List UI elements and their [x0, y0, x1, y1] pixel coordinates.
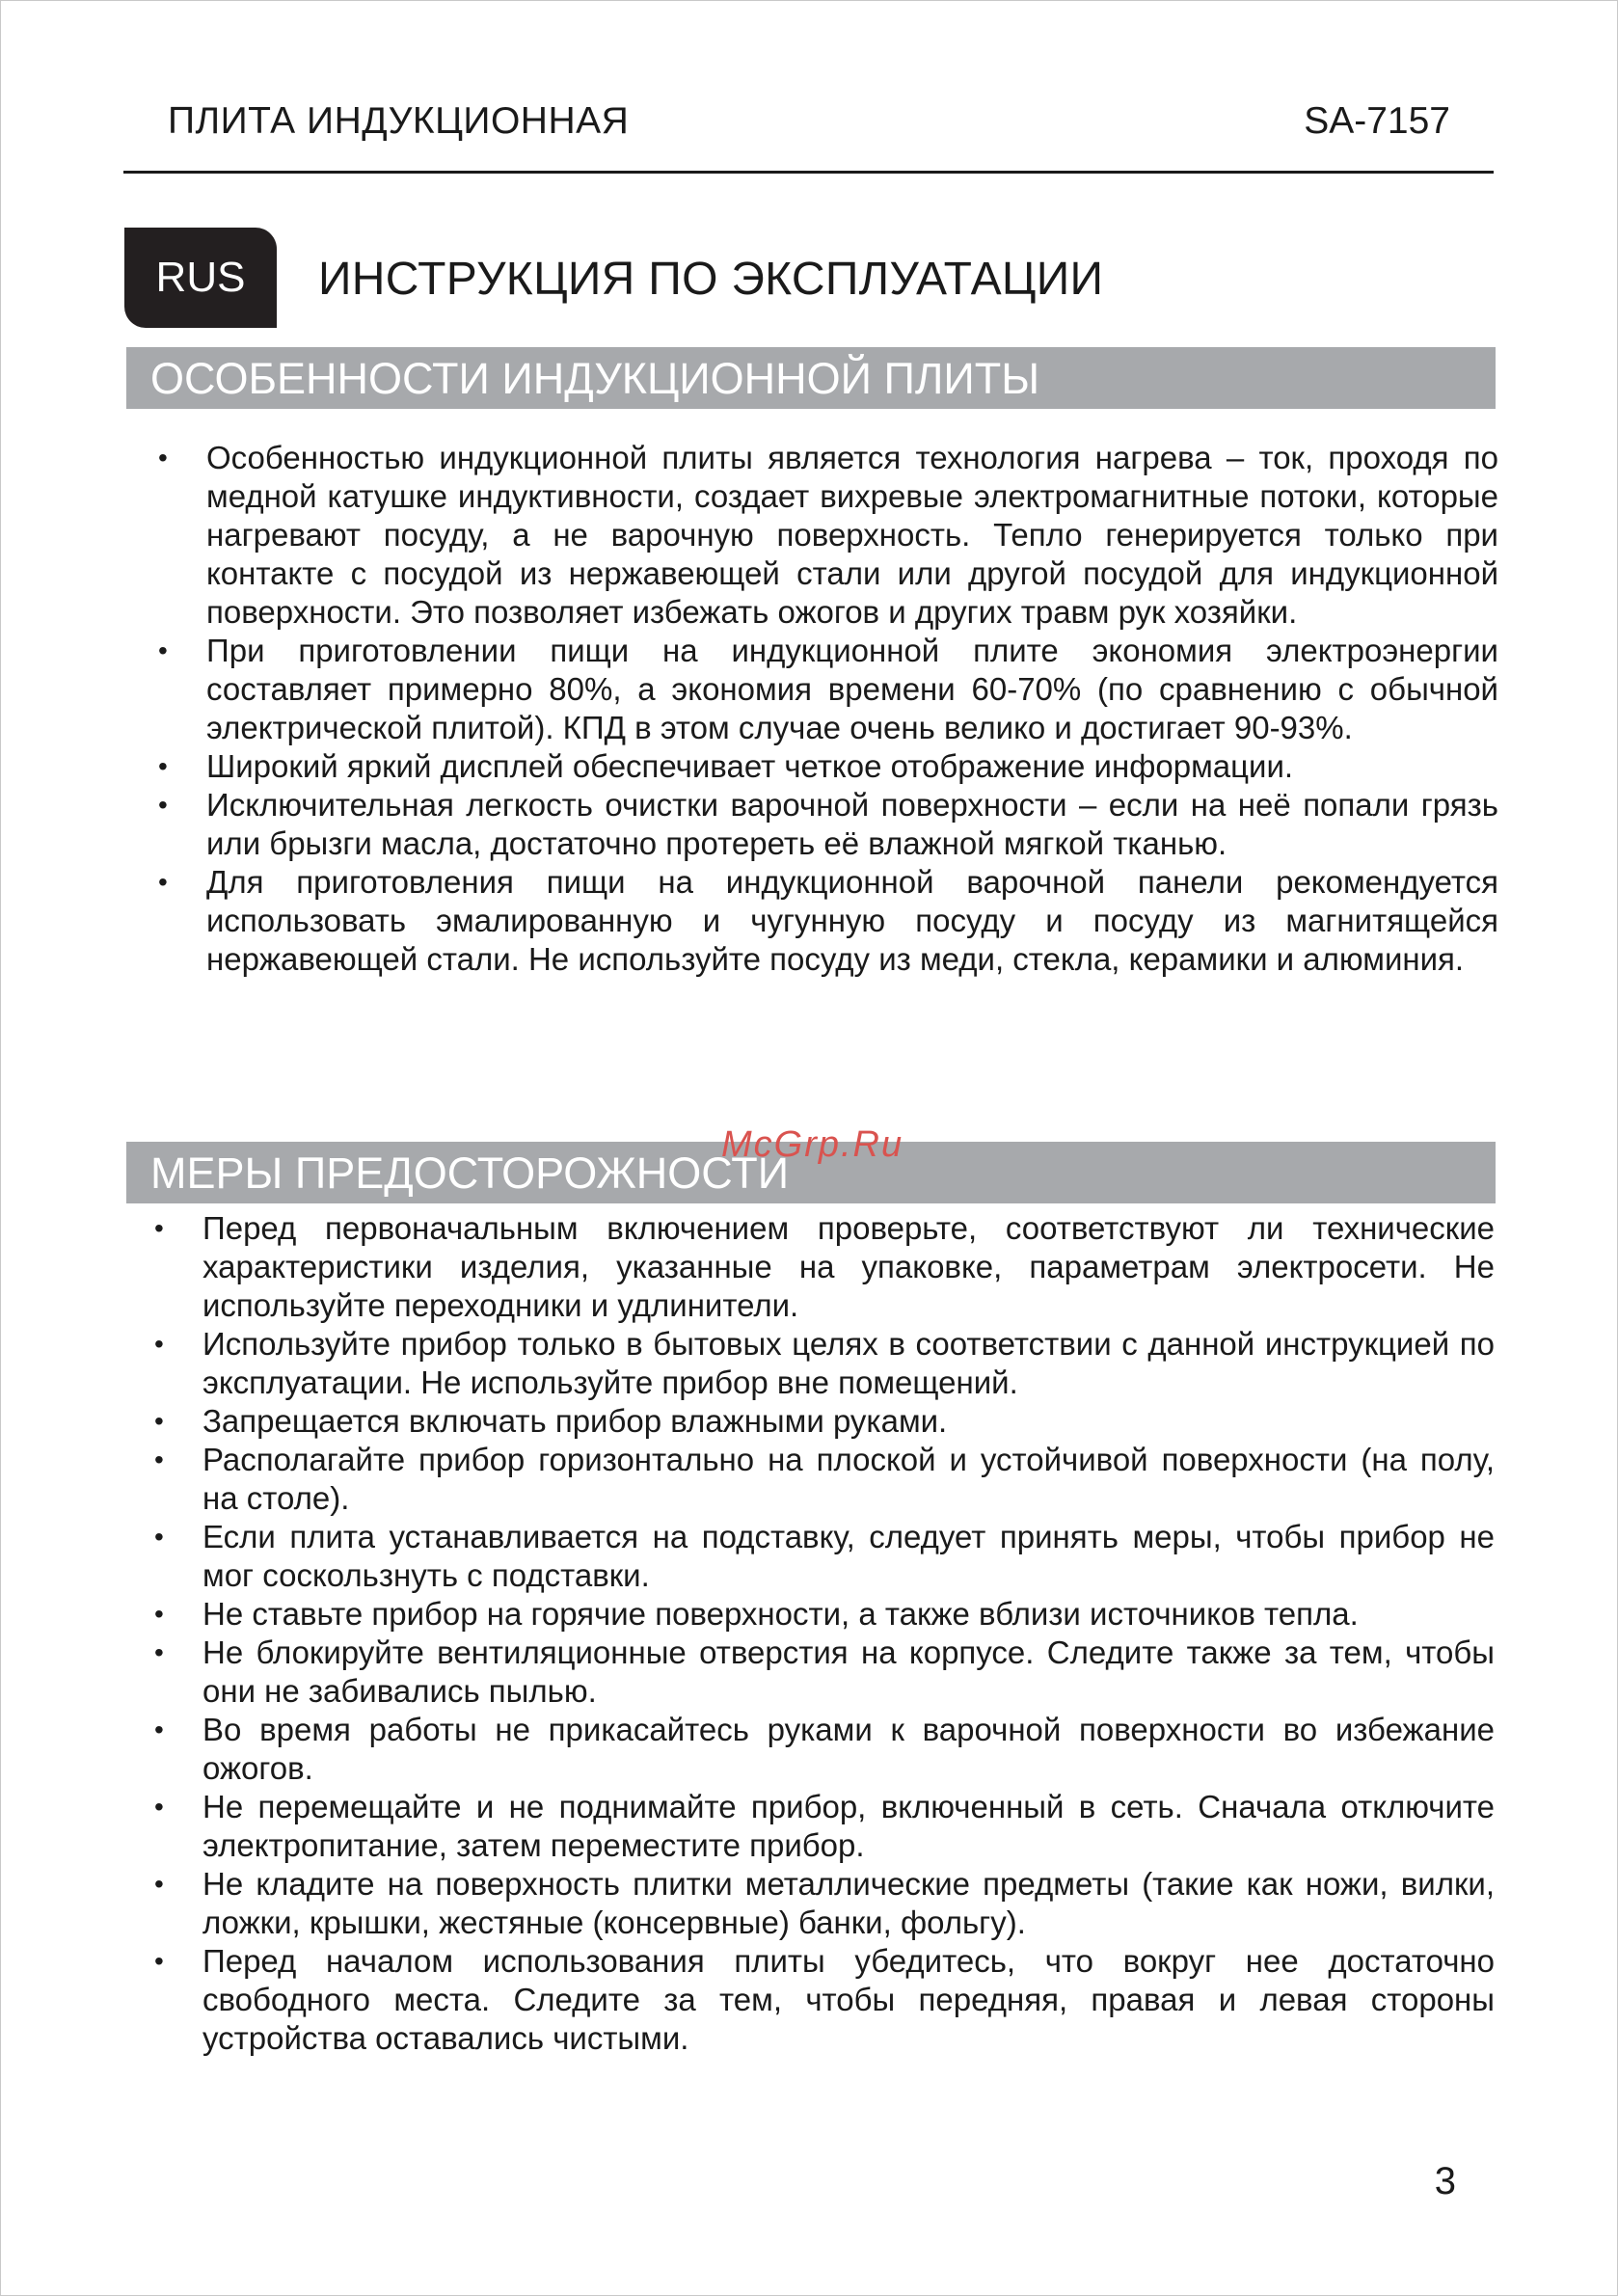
list-item: • Используйте прибор только в бытовых целях в соответствии с данной инструкцией по эксплуатации. Не используйте прибор вне помещений.: [154, 1326, 1495, 1400]
bullet-icon: •: [154, 1869, 164, 1899]
bullet-icon: •: [154, 1715, 164, 1744]
list-item: • Перед началом использования плиты убедитесь, что вокруг нее достаточно свободного места. Следите за тем, чтобы передняя, правая и левая стороны устройства оставались чистыми.: [154, 1943, 1495, 2056]
list-item: • Для приготовления пищи на индукционной варочной панели рекомендуется использовать эмалированную и чугунную посуду и посуду из магнитящейся нержавеющей стали. Не используйте посуду из меди, стекла, керамики и алюминия.: [158, 864, 1498, 977]
list-item: • Запрещается включать прибор влажными руками.: [154, 1403, 948, 1439]
list-item: • Не блокируйте вентиляционные отверстия на корпусе. Следите также за тем, чтобы они не забивались пылью.: [154, 1634, 1495, 1709]
list-item: • Широкий яркий дисплей обеспечивает четкое отображение информации.: [158, 748, 1294, 784]
list-item: • Не ставьте прибор на горячие поверхности, а также вблизи источников тепла.: [154, 1596, 1359, 1632]
features-list: [158, 439, 1498, 979]
list-item: • Перед первоначальным включением проверьте, соответствуют ли технические характеристики изделия, указанные на упаковке, параметрам электросети. Не используйте переходники и удлинители.: [154, 1210, 1495, 1323]
bullet-icon: •: [158, 751, 168, 781]
bullet-icon: •: [154, 1445, 164, 1474]
bullet-icon: •: [154, 1792, 164, 1822]
watermark: McGrp.Ru: [721, 1124, 904, 1165]
header-product: ПЛИТА ИНДУКЦИОННАЯ: [168, 100, 630, 142]
list-item: • Особенностью индукционной плиты является технология нагрева – ток, проходя по медной катушке индуктивности, создает вихревые электромагнитные потоки, которые нагревают посуду, а не варочную поверхность. Тепло генерируется только при контакте с посудой из нержавеющей стали или другой посудой для индукционной поверхности. Это позволяет избежать ожогов и других травм рук хозяйки.: [158, 440, 1498, 630]
precautions-list: [154, 1209, 1495, 2058]
list-item: • При приготовлении пищи на индукционной плите экономия электроэнергии составляет примерно 80%, а экономия времени 60-70% (по сравнению с обычной электрической плитой). КПД в этом случае очень велико и достигает 90-93%.: [158, 633, 1498, 745]
bullet-icon: •: [154, 1637, 164, 1667]
bullet-icon: •: [154, 1522, 164, 1552]
bullet-icon: •: [154, 1599, 164, 1629]
list-item: • Если плита устанавливается на подставку, следует принять меры, чтобы прибор не мог соскользнуть с подставки.: [154, 1519, 1495, 1593]
bullet-icon: •: [158, 867, 168, 897]
document-title: ИНСТРУКЦИЯ ПО ЭКСПЛУАТАЦИИ: [318, 254, 1104, 305]
bullet-icon: •: [154, 1406, 164, 1436]
language-badge: RUS: [124, 228, 277, 328]
page-number: 3: [1434, 2160, 1456, 2202]
list-item: • Не кладите на поверхность плитки металлические предметы (такие как ножи, вилки, ложки, крышки, жестяные (консервные) банки, фольгу).: [154, 1866, 1495, 1940]
list-item: • Исключительная легкость очистки варочной поверхности – если на неё попали грязь или брызги масла, достаточно протереть её влажной мягкой тканью.: [158, 787, 1498, 861]
bullet-icon: •: [158, 635, 168, 665]
list-item: • Располагайте прибор горизонтально на плоской и устойчивой поверхности (на полу, на столе).: [154, 1442, 1495, 1516]
header-divider: [123, 171, 1494, 174]
section-title-features: ОСОБЕННОСТИ ИНДУКЦИОННОЙ ПЛИТЫ: [126, 347, 1496, 409]
bullet-icon: •: [158, 790, 168, 820]
bullet-icon: •: [158, 443, 168, 473]
section-title-precautions: МЕРЫ ПРЕДОСТОРОЖНОСТИ: [126, 1142, 1496, 1203]
list-item: • Во время работы не прикасайтесь руками к варочной поверхности во избежание ожогов.: [154, 1712, 1495, 1786]
bullet-icon: •: [154, 1329, 164, 1359]
header-model: SA-7157: [1304, 100, 1450, 142]
bullet-icon: •: [154, 1213, 164, 1243]
bullet-icon: •: [154, 1946, 164, 1976]
list-item: • Не перемещайте и не поднимайте прибор, включенный в сеть. Сначала отключите электропитание, затем переместите прибор.: [154, 1789, 1495, 1863]
